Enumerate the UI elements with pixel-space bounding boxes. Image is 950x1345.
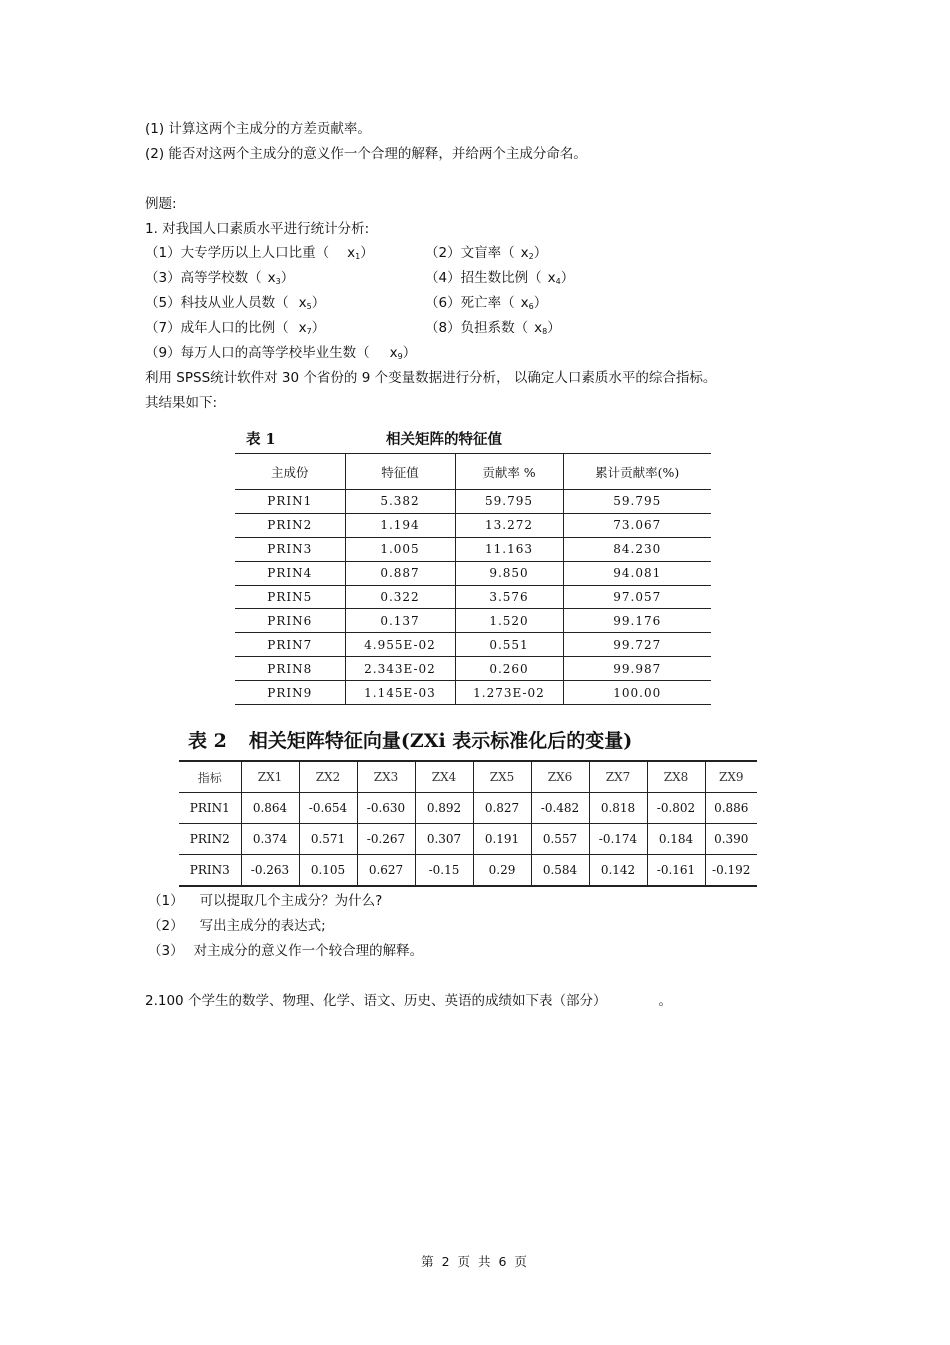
header-cell: 指标 xyxy=(179,761,241,793)
table-cell: 0.818 xyxy=(589,793,647,824)
header-cell: ZX7 xyxy=(589,761,647,793)
question-text: 可以提取几个主成分？为什么? xyxy=(199,893,383,909)
intro-line-1: (1) 计算这两个主成分的方差贡献率。 xyxy=(145,121,371,137)
table1-caption: 相关矩阵的特征值 xyxy=(386,431,502,448)
table-cell: 0.887 xyxy=(345,561,455,585)
table-cell: 1.194 xyxy=(345,513,455,537)
table-cell: 0.892 xyxy=(415,793,473,824)
header-cell: ZX4 xyxy=(415,761,473,793)
table-cell: 2.343E-02 xyxy=(345,657,455,681)
header-cell: ZX3 xyxy=(357,761,415,793)
table-cell: 0.571 xyxy=(299,824,357,855)
table-header-row xyxy=(235,454,711,490)
table-cell: 0.29 xyxy=(473,855,531,887)
question-text: 对主成分的意义作一个较合理的解释。 xyxy=(193,943,424,959)
table-cell: 0.307 xyxy=(415,824,473,855)
table-row xyxy=(235,609,711,633)
table2-number: 表 2 xyxy=(188,730,227,752)
table2-caption: 相关矩阵特征向量(ZXi 表示标准化后的变量) xyxy=(248,730,633,752)
header-cell: ZX6 xyxy=(531,761,589,793)
table-cell: 1.005 xyxy=(345,537,455,561)
table-cell: 97.057 xyxy=(563,585,711,609)
table-row xyxy=(235,633,711,657)
var-item-5: （5）科技从业人员数（ $x_5$） xyxy=(145,295,326,311)
question-number: （2） xyxy=(148,918,184,934)
table1-title xyxy=(246,428,716,450)
page-footer: 第 2 页 共 6 页 xyxy=(421,1254,529,1269)
eigenvalue-table xyxy=(235,453,711,705)
table-cell: 0.827 xyxy=(473,793,531,824)
table-row xyxy=(235,537,711,561)
table-cell: PRIN5 xyxy=(235,585,345,609)
table-cell: -0.267 xyxy=(357,824,415,855)
table-cell: 0.105 xyxy=(299,855,357,887)
header-cell: 主成份 xyxy=(235,454,345,490)
result-line: 其结果如下: xyxy=(145,395,218,411)
table-cell: 0.260 xyxy=(455,657,563,681)
question-1 xyxy=(148,892,382,910)
question-text: 写出主成分的表达式; xyxy=(199,918,326,934)
table-cell: PRIN3 xyxy=(179,855,241,887)
table1-number: 表 1 xyxy=(246,431,276,448)
problem1-heading: 1. 对我国人口素质水平进行统计分析: xyxy=(145,221,370,237)
table-cell: 99.727 xyxy=(563,633,711,657)
question-number: （3） xyxy=(148,943,184,959)
var-item-8: （8）负担系数（ $x_8$） xyxy=(425,320,561,336)
table-cell: 11.163 xyxy=(455,537,563,561)
table-cell: 1.145E-03 xyxy=(345,681,455,705)
header-cell: ZX1 xyxy=(241,761,299,793)
var-item-7: （7）成年人口的比例（ $x_7$） xyxy=(145,320,326,336)
example-label: 例题: xyxy=(145,196,177,212)
table-cell: PRIN1 xyxy=(179,793,241,824)
var-item-9: （9）每万人口的高等学校毕业生数（ $x_9$） xyxy=(145,345,417,361)
table-cell: 73.067 xyxy=(563,513,711,537)
table-cell: PRIN2 xyxy=(235,513,345,537)
var-item-2: （2）文盲率（ $x_2$） xyxy=(425,245,548,261)
table-cell: 1.273E-02 xyxy=(455,681,563,705)
table-cell: PRIN9 xyxy=(235,681,345,705)
table-cell: -0.192 xyxy=(705,855,757,887)
table-cell: -0.482 xyxy=(531,793,589,824)
table-row xyxy=(235,657,711,681)
table-cell: 94.081 xyxy=(563,561,711,585)
question-3 xyxy=(148,942,423,960)
table-header-row xyxy=(179,761,757,793)
table-row xyxy=(235,585,711,609)
table-row xyxy=(235,561,711,585)
table-cell: -0.15 xyxy=(415,855,473,887)
table-cell: -0.654 xyxy=(299,793,357,824)
table-cell: 59.795 xyxy=(455,490,563,514)
table-cell: 0.864 xyxy=(241,793,299,824)
table-cell: 0.322 xyxy=(345,585,455,609)
table-cell: 0.137 xyxy=(345,609,455,633)
table-cell: -0.263 xyxy=(241,855,299,887)
table-cell: 0.584 xyxy=(531,855,589,887)
table-cell: PRIN6 xyxy=(235,609,345,633)
table-cell: 100.00 xyxy=(563,681,711,705)
header-cell: ZX9 xyxy=(705,761,757,793)
table-cell: PRIN1 xyxy=(235,490,345,514)
table-row xyxy=(179,824,757,855)
table-cell: 0.142 xyxy=(589,855,647,887)
table-row xyxy=(235,681,711,705)
var-item-3: （3）高等学校数（ $x_3$） xyxy=(145,270,295,286)
table-cell: 5.382 xyxy=(345,490,455,514)
question-number: （1） xyxy=(148,893,184,909)
table-cell: 0.390 xyxy=(705,824,757,855)
header-cell: ZX8 xyxy=(647,761,705,793)
table2-title xyxy=(188,726,632,752)
problem2-text: 2.100 个学生的数学、物理、化学、语文、历史、英语的成绩如下表（部分） 。 xyxy=(145,993,672,1009)
table-cell: 84.230 xyxy=(563,537,711,561)
table-cell: 0.551 xyxy=(455,633,563,657)
header-cell: 贡献率 % xyxy=(455,454,563,490)
table-cell: 99.176 xyxy=(563,609,711,633)
table-cell: PRIN8 xyxy=(235,657,345,681)
header-cell: ZX5 xyxy=(473,761,531,793)
table-cell: 0.627 xyxy=(357,855,415,887)
table-cell: -0.630 xyxy=(357,793,415,824)
spss-line: 利用 SPSS统计软件对 30 个省份的 9 个变量数据进行分析， 以确定人口素质水平的综合指标。 xyxy=(145,370,717,386)
var-item-1: （1）大专学历以上人口比重（ $x_1$） xyxy=(145,245,374,261)
table-cell: 0.184 xyxy=(647,824,705,855)
table-cell: PRIN4 xyxy=(235,561,345,585)
table-cell: 9.850 xyxy=(455,561,563,585)
table-row xyxy=(235,513,711,537)
table-row xyxy=(179,855,757,887)
table-cell: 3.576 xyxy=(455,585,563,609)
header-cell: ZX2 xyxy=(299,761,357,793)
table-row xyxy=(179,793,757,824)
table-cell: 1.520 xyxy=(455,609,563,633)
table-cell: 0.191 xyxy=(473,824,531,855)
var-item-4: （4）招生数比例（ $x_4$） xyxy=(425,270,575,286)
table-cell: -0.802 xyxy=(647,793,705,824)
table-cell: 0.557 xyxy=(531,824,589,855)
table-cell: 0.374 xyxy=(241,824,299,855)
var-item-6: （6）死亡率（ $x_6$） xyxy=(425,295,548,311)
table-cell: -0.161 xyxy=(647,855,705,887)
table-cell: 99.987 xyxy=(563,657,711,681)
table-cell: PRIN3 xyxy=(235,537,345,561)
table-cell: 13.272 xyxy=(455,513,563,537)
table-row xyxy=(235,490,711,514)
table-cell: 59.795 xyxy=(563,490,711,514)
table-cell: 4.955E-02 xyxy=(345,633,455,657)
table-cell: PRIN2 xyxy=(179,824,241,855)
header-cell: 累计贡献率(%) xyxy=(563,454,711,490)
table-cell: -0.174 xyxy=(589,824,647,855)
table-cell: 0.886 xyxy=(705,793,757,824)
intro-line-2: (2) 能否对这两个主成分的意义作一个合理的解释，并给两个主成分命名。 xyxy=(145,146,587,162)
question-2 xyxy=(148,917,326,935)
header-cell: 特征值 xyxy=(345,454,455,490)
eigenvector-table xyxy=(179,760,757,887)
table-cell: PRIN7 xyxy=(235,633,345,657)
